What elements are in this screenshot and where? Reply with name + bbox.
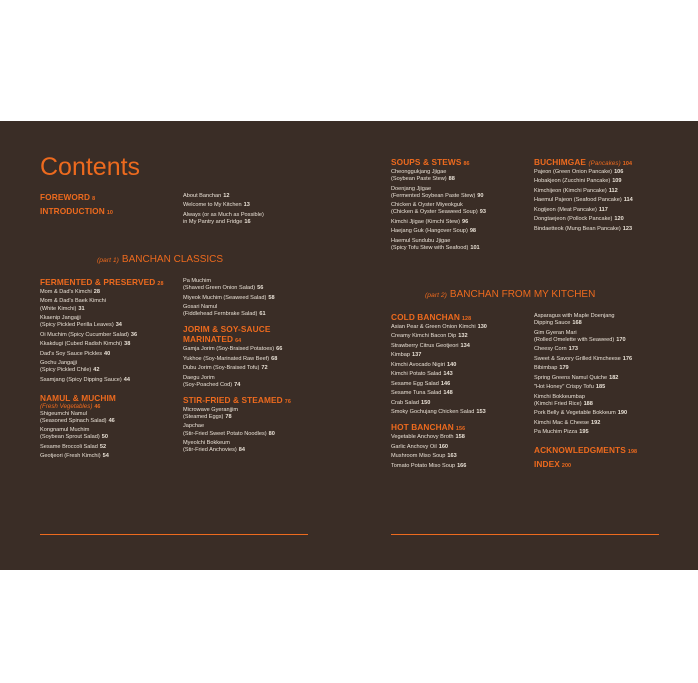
toc-entry-text: Pa Muchim Pizza — [534, 429, 578, 436]
toc-entry-text: Kkaenip Jangajji — [40, 315, 81, 322]
toc-page-number: 137 — [411, 352, 422, 359]
toc-page-number: 74 — [234, 381, 241, 388]
hot-list — [391, 434, 531, 470]
foreword-heading[interactable]: FOREWORD 8 — [40, 192, 96, 202]
toc-page-number: 13 — [243, 202, 250, 209]
toc-entry-text: (Steamed Eggs) — [183, 413, 224, 420]
toc-entry-text: Sweet & Savory Grilled Kimcheese — [534, 355, 621, 362]
toc-entry-text: Asparagus with Maple Doenjang — [534, 313, 615, 319]
toc-entry-text: Crab Salad — [391, 399, 419, 406]
toc-entry-text: Dad's Soy Sauce Pickles — [40, 350, 103, 357]
toc-page-number: 58 — [268, 294, 275, 301]
toc-page-number: 38 — [124, 341, 131, 348]
front-matter — [40, 192, 170, 218]
toc-entry-text: (Soybean Sprout Salad) — [40, 434, 100, 441]
toc-entry-text: Kimchi Avocado Nigiri — [391, 361, 445, 368]
toc-page-number: 44 — [123, 376, 131, 383]
stirfried-heading[interactable]: STIR-FRIED & STEAMED 76 — [183, 394, 291, 405]
cold-list — [391, 324, 531, 416]
fermented-cont-list — [183, 278, 313, 318]
toc-entry-text: Garlic Anchovy Oil — [391, 443, 437, 450]
toc-entry-text: Tomato Potato Miso Soup — [391, 462, 456, 469]
right-page-column-2-top — [534, 157, 674, 235]
toc-entry-text: Japchae — [183, 423, 205, 430]
toc-page-number: 123 — [622, 225, 633, 232]
toc-entry[interactable] — [534, 429, 674, 436]
toc-entry[interactable] — [391, 343, 531, 350]
toc-entry-text: Geotjeori (Fresh Kimchi) — [40, 453, 101, 460]
toc-entry-text: Shigeumchi Namul — [40, 410, 87, 417]
toc-page-number: 173 — [568, 346, 578, 353]
toc-entry-text: (Shaved Green Onion Salad) — [183, 285, 256, 292]
toc-page-number: 66 — [276, 346, 283, 353]
toc-entry[interactable] — [534, 375, 674, 382]
toc-entry[interactable] — [183, 407, 313, 421]
toc-entry-text: Miyeok Muchim (Seaweed Salad) — [183, 294, 267, 301]
toc-page-number: 12 — [223, 193, 230, 199]
toc-page-number: 28 — [93, 289, 100, 295]
toc-entry[interactable] — [391, 324, 531, 331]
buchimgae-list — [534, 169, 674, 233]
toc-entry-text: Haemul Sundubu Jjigae — [391, 237, 451, 244]
toc-page-number: 42 — [93, 367, 100, 374]
toc-page-number: 78 — [225, 413, 232, 420]
toc-entry[interactable] — [40, 315, 178, 329]
namul-subtitle: (Fresh Vegetables) 46 — [40, 402, 101, 410]
right-page-column-1-bottom — [391, 312, 531, 472]
toc-entry[interactable] — [534, 394, 674, 408]
toc-page-number: 143 — [443, 371, 453, 378]
toc-page-number: 132 — [458, 333, 468, 340]
toc-entry-text: Kimchijeon (Kimchi Pancake) — [534, 187, 607, 194]
toc-entry-text: Daegu Jorim — [183, 374, 215, 381]
toc-entry-text: Doenjang Jjigae — [391, 185, 432, 192]
jorim-list — [183, 346, 313, 389]
toc-entry[interactable] — [40, 341, 178, 348]
toc-entry-text: Dubu Jorim (Soy-Braised Tofu) — [183, 365, 260, 372]
toc-page-number: 109 — [612, 178, 622, 185]
toc-entry[interactable] — [534, 178, 674, 185]
toc-page-number: 148 — [443, 390, 453, 397]
toc-page-number: 50 — [101, 434, 108, 441]
toc-entry[interactable] — [183, 365, 313, 372]
toc-page-number: 56 — [257, 285, 264, 292]
cold-heading[interactable]: COLD BANCHAN 128 — [391, 312, 472, 322]
toc-page-number: 134 — [460, 342, 470, 349]
toc-page-number: 166 — [457, 462, 467, 469]
introduction-heading[interactable]: INTRODUCTION 10 — [40, 206, 114, 216]
toc-entry[interactable] — [183, 202, 313, 209]
toc-page-number: 46 — [108, 417, 115, 424]
toc-entry-text: Asian Pear & Green Onion Kimchi — [391, 324, 476, 330]
toc-page-number: 90 — [477, 192, 484, 199]
toc-page-number: 168 — [572, 320, 582, 327]
toc-entry-text: Strawberry Citrus Geotjeori — [391, 342, 459, 349]
toc-entry-text: Hobakjeon (Zucchini Pancake) — [534, 178, 611, 185]
toc-page-number: 52 — [99, 443, 107, 450]
toc-page-number: 179 — [559, 365, 569, 372]
toc-entry-text: "Hot Honey" Crispy Tofu — [534, 384, 594, 391]
toc-entry[interactable] — [534, 410, 674, 417]
soups-list — [391, 169, 531, 252]
toc-entry[interactable] — [183, 423, 313, 437]
toc-entry-text: Cheesy Corn — [534, 346, 567, 353]
toc-entry[interactable] — [40, 289, 178, 296]
toc-entry-text: Mom & Dad's Kimchi — [40, 289, 92, 295]
toc-entry[interactable] — [391, 434, 531, 441]
page-title: Contents — [40, 153, 141, 181]
toc-entry-text: Smoky Gochujang Chicken Salad — [391, 409, 475, 416]
toc-entry[interactable] — [40, 298, 178, 312]
toc-entry-text: Sesame Tuna Salad — [391, 390, 442, 397]
toc-page-number: 195 — [579, 429, 589, 436]
toc-entry-text: Kimbap — [391, 352, 410, 359]
toc-page-number: 120 — [614, 216, 624, 223]
toc-entry-text: Kimchi Potato Salad — [391, 371, 442, 378]
index-heading[interactable]: INDEX 200 — [534, 459, 572, 470]
left-page-column-2 — [183, 278, 313, 457]
left-page-rule — [40, 534, 308, 535]
toc-page-number: 192 — [591, 419, 601, 426]
namul-list — [40, 411, 178, 461]
toc-entry-text: (Spicy Pickled Perilla Leaves) — [40, 322, 114, 329]
toc-entry-text: Sesame Egg Salad — [391, 380, 439, 387]
toc-page-number: 88 — [448, 176, 455, 183]
toc-entry-text: (Seasoned Spinach Salad) — [40, 417, 107, 424]
toc-page-number: 68 — [271, 355, 278, 362]
toc-entry-text: Sesame Broccoli Salad — [40, 443, 98, 450]
toc-entry[interactable] — [391, 219, 531, 226]
toc-entry-text: Kimchi Jjigae (Kimchi Stew) — [391, 218, 461, 225]
toc-entry[interactable] — [391, 409, 531, 416]
toc-entry-text: (Spicy Pickled Chile) — [40, 367, 92, 374]
toc-entry-text: Kimchi Mac & Cheese — [534, 419, 590, 426]
toc-page-number: 84 — [238, 447, 246, 454]
toc-entry-text: Vegetable Anchovy Broth — [391, 434, 454, 441]
toc-page-number: 140 — [447, 361, 457, 368]
toc-page-number: 146 — [440, 380, 451, 387]
toc-entry[interactable] — [534, 365, 674, 372]
right-page-rule — [391, 534, 659, 535]
toc-entry-text: Pajeon (Green Onion Pancake) — [534, 169, 613, 175]
contents-spread — [0, 121, 698, 570]
toc-page-number: 96 — [462, 218, 469, 225]
toc-page-number: 117 — [598, 206, 608, 213]
front-entries — [183, 193, 313, 229]
toc-entry[interactable] — [391, 390, 531, 397]
toc-entry[interactable] — [183, 278, 313, 292]
toc-entry[interactable] — [391, 371, 531, 378]
toc-entry-text: (Spicy Tofu Stew with Seafood) — [391, 244, 469, 251]
toc-entry-text: (Stir-Fried Sweet Potato Noodles) — [183, 430, 267, 437]
toc-entry[interactable] — [534, 207, 674, 214]
toc-entry[interactable] — [183, 440, 313, 454]
toc-entry[interactable] — [534, 346, 674, 353]
toc-entry[interactable] — [40, 453, 178, 460]
toc-entry[interactable] — [40, 377, 178, 384]
toc-entry-text: Creamy Kimchi Bacon Dip — [391, 333, 457, 340]
toc-entry-text: Gochu Jangajji — [40, 360, 78, 367]
toc-entry-text: Myeolchi Bokkeum — [183, 440, 230, 447]
toc-entry[interactable] — [391, 362, 531, 369]
toc-entry-text: Gosari Namul — [183, 304, 218, 311]
toc-entry[interactable] — [183, 356, 313, 363]
toc-entry[interactable] — [183, 295, 313, 302]
toc-entry-text: Gamja Jorim (Soy-Braised Potatoes) — [183, 346, 275, 353]
toc-entry-text: Always (or as Much as Possible) — [183, 211, 264, 218]
fermented-list — [40, 289, 178, 384]
toc-entry[interactable] — [391, 169, 531, 183]
toc-entry-text: (Chicken & Oyster Seaweed Soup) — [391, 209, 478, 216]
toc-entry[interactable] — [391, 238, 531, 252]
acknowledgments-heading[interactable]: ACKNOWLEDGMENTS 198 — [534, 445, 638, 456]
toc-entry-text: (Soy-Poached Cod) — [183, 381, 233, 388]
toc-entry[interactable] — [183, 375, 313, 389]
toc-page-number: 54 — [102, 453, 109, 460]
toc-entry[interactable] — [534, 384, 674, 391]
toc-entry-text: Bindaetteok (Mung Bean Pancake) — [534, 225, 621, 232]
toc-entry-text: About Banchan — [183, 193, 222, 199]
toc-entry-text: (Fermented Soybean Paste Stew) — [391, 192, 476, 199]
toc-entry-text: Oi Muchim (Spicy Cucumber Salad) — [40, 331, 129, 338]
toc-entry[interactable] — [40, 360, 178, 374]
toc-page-number: 34 — [115, 322, 122, 329]
stirfried-list — [183, 407, 313, 454]
toc-entry-text: (Rolled Omelette with Seaweed) — [534, 336, 615, 343]
right-page-column-2-bottom — [534, 313, 674, 471]
toc-page-number: 72 — [261, 365, 268, 372]
hot-heading[interactable]: HOT BANCHAN 156 — [391, 422, 466, 433]
toc-entry-text: Dipping Sauce — [534, 320, 571, 327]
toc-page-number: 31 — [78, 305, 85, 312]
toc-entry-text: Pork Belly & Vegetable Bokkeum — [534, 410, 616, 417]
toc-entry[interactable] — [391, 463, 531, 470]
toc-page-number: 185 — [595, 384, 606, 391]
toc-entry[interactable] — [183, 212, 313, 226]
toc-entry-text: in My Pantry and Fridge — [183, 219, 243, 226]
toc-entry-text: Kkakdugi (Cubed Radish Kimchi) — [40, 341, 123, 348]
toc-page-number: 176 — [622, 355, 633, 362]
toc-entry[interactable] — [391, 453, 531, 460]
toc-page-number: 93 — [479, 209, 486, 216]
toc-entry-text: Haejang Guk (Hangover Soup) — [391, 228, 468, 235]
toc-entry[interactable] — [40, 351, 178, 358]
toc-page-number: 163 — [447, 453, 457, 460]
toc-page-number: 40 — [104, 350, 111, 357]
toc-entry[interactable] — [534, 226, 674, 233]
toc-entry[interactable] — [391, 333, 531, 340]
toc-entry[interactable] — [391, 400, 531, 407]
toc-page-number: 190 — [617, 410, 628, 417]
toc-page-number: 61 — [259, 311, 266, 318]
toc-page-number: 98 — [469, 228, 477, 235]
part1-heading: (part 1) BANCHAN CLASSICS — [97, 254, 224, 265]
toc-entry[interactable] — [40, 427, 178, 441]
toc-page-number: 150 — [421, 399, 431, 406]
part2-heading: (part 2) BANCHAN FROM MY KITCHEN — [425, 289, 596, 300]
toc-entry-text: Ssamjang (Spicy Dipping Sauce) — [40, 376, 122, 383]
toc-entry[interactable] — [534, 313, 674, 327]
toc-entry[interactable] — [391, 352, 531, 359]
toc-entry-text: Yukhoe (Soy-Marinated Raw Beef) — [183, 355, 270, 362]
toc-entry[interactable] — [391, 228, 531, 235]
toc-page-number: 80 — [268, 430, 275, 437]
toc-page-number: 188 — [583, 400, 593, 407]
toc-entry[interactable] — [534, 420, 674, 427]
toc-entry-text: Mom & Dad's Baek Kimchi — [40, 298, 107, 305]
toc-entry-text: (Fiddlehead Fernbrake Salad) — [183, 311, 258, 318]
soups-heading[interactable]: SOUPS & STEWS 86 — [391, 157, 470, 167]
toc-entry-text: Dongtaejeon (Pollock Pancake) — [534, 216, 613, 223]
namul-heading[interactable]: NAMUL & MUCHIM — [40, 392, 116, 403]
toc-page-number: 160 — [438, 443, 449, 450]
toc-page-number: 112 — [608, 187, 618, 194]
toc-page-number: 36 — [130, 331, 138, 338]
toc-entry[interactable] — [391, 186, 531, 200]
toc-entry-text: Kongnamul Muchim — [40, 427, 90, 434]
toc-page-number: 158 — [455, 434, 465, 441]
toc-entry-text: Spring Greens Namul Quiche — [534, 374, 608, 381]
toc-entry[interactable] — [391, 444, 531, 451]
toc-entry[interactable] — [534, 197, 674, 204]
toc-entry-text: Kimchi Bokkeumbap — [534, 393, 585, 400]
toc-entry[interactable] — [183, 346, 313, 353]
fermented-heading[interactable]: FERMENTED & PRESERVED 28 — [40, 277, 164, 287]
toc-entry[interactable] — [534, 216, 674, 223]
toc-entry-text: Mushroom Miso Soup — [391, 453, 446, 460]
toc-entry-text: (Kimchi Fried Rice) — [534, 400, 582, 407]
toc-page-number: 153 — [476, 409, 486, 416]
toc-entry[interactable] — [183, 304, 313, 318]
toc-entry-text: Kogijeon (Meat Pancake) — [534, 206, 597, 213]
toc-entry-text: Microwave Gyeranjjim — [183, 406, 239, 413]
toc-page-number: 170 — [616, 336, 626, 343]
toc-entry[interactable] — [534, 169, 674, 176]
toc-entry-text: Welcome to My Kitchen — [183, 202, 242, 209]
cold-cont-list — [534, 313, 674, 436]
toc-entry[interactable] — [534, 330, 674, 344]
toc-entry[interactable] — [40, 444, 178, 451]
toc-page-number: 16 — [244, 219, 251, 226]
toc-entry-text: (Soybean Paste Stew) — [391, 176, 447, 183]
right-page-column-1-top — [391, 157, 531, 254]
toc-entry[interactable] — [534, 356, 674, 363]
toc-entry-text: Cheonggukjang Jjigae — [391, 169, 447, 175]
toc-entry-text: Bibimbap — [534, 365, 558, 372]
toc-entry-text: Pa Muchim — [183, 278, 211, 284]
toc-entry[interactable] — [183, 193, 313, 200]
toc-page-number: 182 — [609, 374, 619, 381]
jorim-heading[interactable]: JORIM & SOY-SAUCE MARINATED 64 — [183, 324, 271, 345]
toc-entry[interactable] — [391, 202, 531, 216]
toc-page-number: 106 — [614, 169, 624, 175]
toc-entry[interactable] — [391, 381, 531, 388]
toc-entry[interactable] — [40, 411, 178, 425]
toc-entry-text: (White Kimchi) — [40, 305, 77, 312]
toc-page-number: 130 — [477, 324, 487, 330]
toc-page-number: 101 — [470, 244, 480, 251]
toc-entry-text: Gim Gyeran Mari — [534, 329, 577, 336]
left-page-column-1 — [40, 277, 178, 463]
toc-entry-text: Haemul Pajeon (Seafood Pancake) — [534, 197, 622, 204]
toc-entry[interactable] — [534, 188, 674, 195]
toc-entry-text: Chicken & Oyster Miyeokguk — [391, 202, 463, 209]
toc-page-number: 114 — [623, 197, 633, 204]
buchimgae-heading[interactable]: BUCHIMGAE (Pancakes) 104 — [534, 157, 633, 167]
toc-entry[interactable] — [40, 332, 178, 339]
toc-entry-text: (Stir-Fried Anchovies) — [183, 447, 237, 454]
